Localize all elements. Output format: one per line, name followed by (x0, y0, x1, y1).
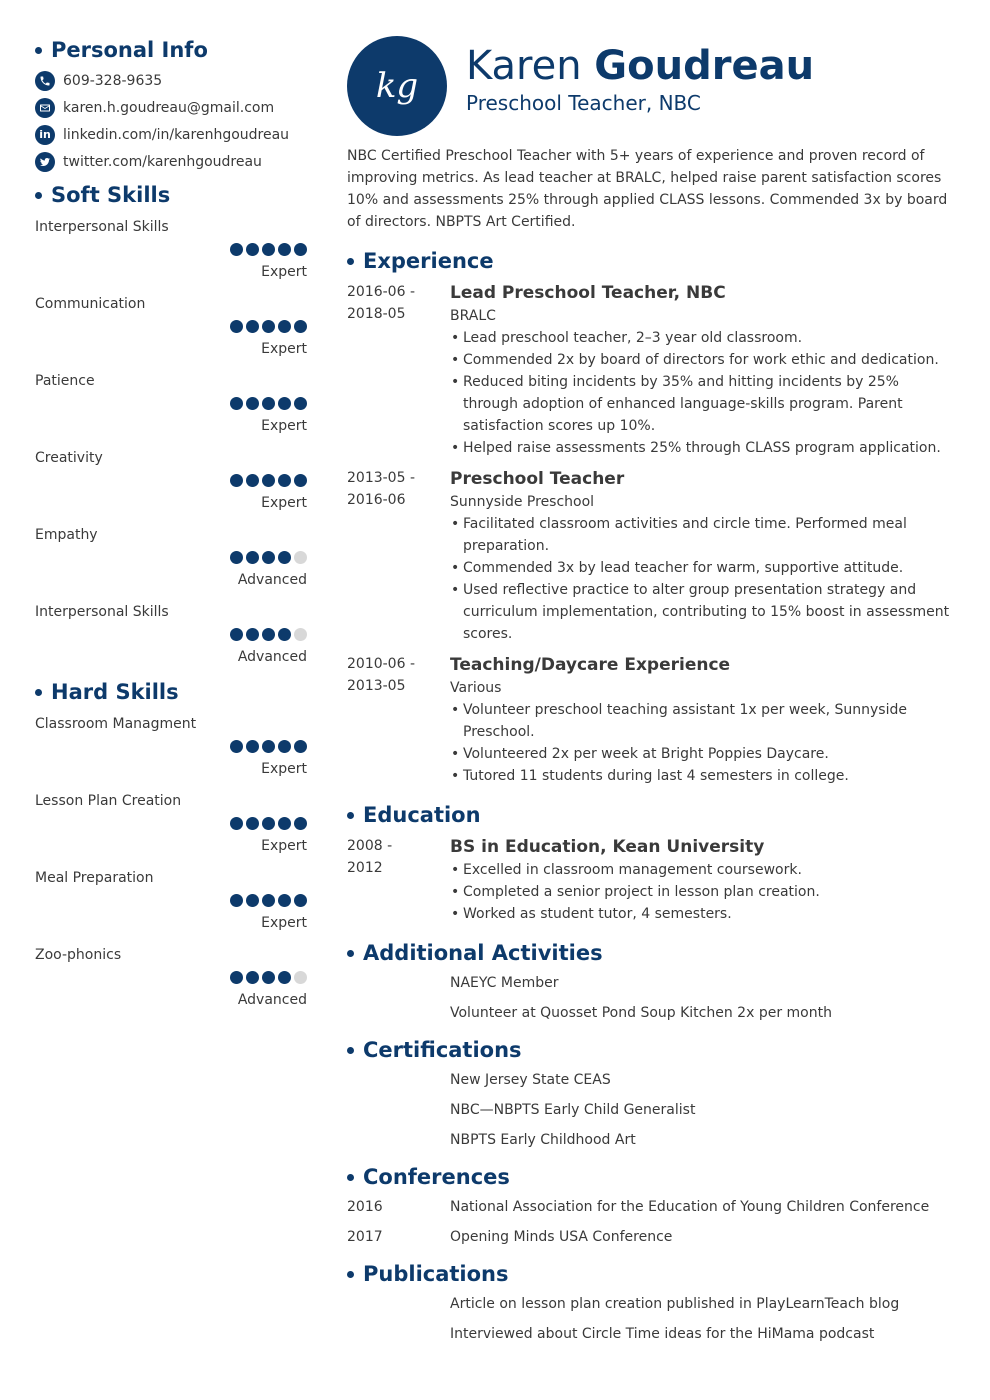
rating-dot (294, 397, 307, 410)
skill-item (35, 448, 307, 525)
item-date: 2016 (347, 1199, 383, 1215)
rating-dot (262, 551, 275, 564)
entry-title: Preschool Teacher (450, 469, 625, 489)
entry-body (450, 281, 957, 459)
rating-dot (230, 971, 243, 984)
item-text: Volunteer at Quosset Pond Soup Kitchen 2x per month (450, 1005, 832, 1021)
heading-text: Experience (363, 249, 494, 273)
rating-dot (262, 243, 275, 256)
email-text[interactable]: karen.h.goudreau@gmail.com (63, 99, 275, 116)
entry-body (450, 467, 957, 645)
rating-dot (230, 894, 243, 907)
soft-skills-list (35, 217, 307, 679)
item-date (347, 1289, 450, 1319)
rating-dot (278, 320, 291, 333)
rating-dot (262, 740, 275, 753)
skill-item (35, 294, 307, 371)
skill-level: Advanced (237, 649, 307, 665)
bullet-item: • Worked as student tutor, 4 semesters. (450, 903, 957, 925)
skill-name: Communication (35, 296, 146, 312)
skill-name: Interpersonal Skills (35, 219, 169, 235)
skill-item (35, 868, 307, 945)
heading-text: Additional Activities (363, 941, 603, 965)
linkedin-text[interactable]: linkedin.com/in/karenhgoudreau (63, 126, 290, 143)
bullet-dot (35, 689, 42, 696)
education-entry (347, 835, 957, 925)
rating-dot (246, 474, 259, 487)
skill-rating (230, 971, 307, 984)
heading-text: Personal Info (51, 38, 208, 62)
skill-level: Expert (261, 418, 307, 434)
rating-dot (230, 243, 243, 256)
activities-item (347, 968, 957, 998)
entry-body (450, 653, 957, 787)
bullet-list (450, 327, 957, 459)
rating-dot (294, 894, 307, 907)
bullet-item: • Reduced biting incidents by 35% and hitting incidents by 25% through adoption of enhanced language-skills program. Parent satisfaction scores up 10%. (450, 371, 957, 437)
entry-date (347, 281, 450, 459)
entry-organization: Various (450, 680, 502, 696)
rating-dot (246, 320, 259, 333)
entry-title: Lead Preschool Teacher, NBC (450, 283, 726, 303)
rating-dot (246, 397, 259, 410)
skill-rating (230, 628, 307, 641)
skill-rating (230, 243, 307, 256)
certifications-item (347, 1065, 957, 1095)
rating-dot (262, 397, 275, 410)
certifications-item (347, 1095, 957, 1125)
item-date (347, 1319, 450, 1349)
rating-dot (230, 320, 243, 333)
bullet-item: • Helped raise assessments 25% through CLASS program application. (450, 437, 957, 459)
item-date (347, 1125, 450, 1155)
skill-level: Expert (261, 341, 307, 357)
rating-dot (230, 628, 243, 641)
skill-name: Zoo-phonics (35, 947, 122, 963)
item-date (347, 1095, 450, 1125)
skill-item (35, 371, 307, 448)
bullet-item: • Volunteered 2x per week at Bright Poppies Daycare. (450, 743, 957, 765)
entry-date (347, 653, 450, 787)
bullet-list (450, 513, 957, 645)
conferences-item (347, 1222, 957, 1252)
date-end: 2018-05 (347, 306, 406, 322)
resume-header (347, 36, 957, 136)
twitter-icon (35, 152, 55, 172)
phone-text[interactable]: 609-328-9635 (63, 72, 163, 89)
last-name: Goudreau (594, 43, 815, 89)
experience-list (347, 281, 957, 787)
skill-level: Expert (261, 495, 307, 511)
bullet-item: • Lead preschool teacher, 2–3 year old classroom. (450, 327, 957, 349)
rating-dot (246, 971, 259, 984)
rating-dot (294, 740, 307, 753)
rating-dot (278, 817, 291, 830)
rating-dot (262, 320, 275, 333)
rating-dot (294, 320, 307, 333)
experience-entry (347, 281, 957, 459)
left-column (35, 36, 307, 1022)
bullet-dot (347, 812, 354, 819)
rating-dot (262, 894, 275, 907)
contact-email (35, 94, 307, 121)
first-name: Karen (466, 43, 582, 89)
skill-rating (230, 397, 307, 410)
bullet-item: • Excelled in classroom management coursework. (450, 859, 957, 881)
skill-level: Expert (261, 838, 307, 854)
item-text: National Association for the Education of Young Children Conference (450, 1199, 930, 1215)
personal-info-heading (35, 36, 307, 64)
rating-dot (246, 551, 259, 564)
skill-level: Advanced (237, 992, 307, 1008)
contact-phone (35, 67, 307, 94)
bullet-dot (347, 1174, 354, 1181)
date-end: 2013-05 (347, 678, 406, 694)
rating-dot (246, 894, 259, 907)
rating-dot (230, 474, 243, 487)
bullet-dot (347, 1047, 354, 1054)
item-date: 2017 (347, 1229, 383, 1245)
rating-dot (278, 628, 291, 641)
experience-entry (347, 467, 957, 645)
email-icon (35, 98, 55, 118)
rating-dot (230, 551, 243, 564)
bullet-item: • Commended 2x by board of directors for work ethic and dedication. (450, 349, 957, 371)
avatar-initials: kg (375, 66, 419, 106)
conferences-item (347, 1192, 957, 1222)
education-list (347, 835, 957, 925)
bullet-item: • Completed a senior project in lesson plan creation. (450, 881, 957, 903)
experience-heading (347, 247, 957, 275)
entry-title: Teaching/Daycare Experience (450, 655, 731, 675)
bullet-list (450, 859, 957, 925)
soft-skills-heading (35, 181, 307, 209)
date-start: 2016-06 - (347, 284, 415, 300)
item-text: NBC—NBPTS Early Child Generalist (450, 1102, 696, 1118)
rating-dot (262, 817, 275, 830)
bullet-list (450, 699, 957, 787)
heading-text: Education (363, 803, 481, 827)
item-date (347, 998, 450, 1028)
bullet-dot (347, 258, 354, 265)
rating-dot (278, 397, 291, 410)
date-end: 2012 (347, 860, 383, 876)
job-title: Preschool Teacher, NBC (466, 91, 701, 115)
item-text: NAEYC Member (450, 975, 559, 991)
full-name (466, 43, 814, 89)
bullet-item: • Tutored 11 students during last 4 semesters in college. (450, 765, 957, 787)
skill-rating (230, 320, 307, 333)
linkedin-icon: in (35, 125, 55, 145)
contact-list (35, 67, 307, 175)
activities-list (347, 968, 957, 1028)
skill-level: Expert (261, 915, 307, 931)
entry-date (347, 467, 450, 645)
contact-twitter (35, 148, 307, 175)
experience-entry (347, 653, 957, 787)
publications-heading (347, 1260, 957, 1288)
date-start: 2010-06 - (347, 656, 415, 672)
rating-dot (246, 628, 259, 641)
twitter-text[interactable]: twitter.com/karenhgoudreau (63, 153, 262, 170)
heading-text: Certifications (363, 1038, 522, 1062)
skill-item (35, 525, 307, 602)
rating-dot (278, 894, 291, 907)
skill-name: Lesson Plan Creation (35, 793, 182, 809)
skill-rating (230, 740, 307, 753)
rating-dot (278, 474, 291, 487)
hard-skills-heading (35, 678, 307, 706)
rating-dot (294, 474, 307, 487)
publications-item (347, 1319, 957, 1349)
skill-name: Interpersonal Skills (35, 604, 169, 620)
rating-dot (278, 243, 291, 256)
heading-text: Conferences (363, 1165, 510, 1189)
rating-dot (294, 628, 307, 641)
skill-name: Classroom Managment (35, 716, 197, 732)
publications-list (347, 1289, 957, 1349)
bullet-item: • Facilitated classroom activities and circle time. Performed meal preparation. (450, 513, 957, 557)
entry-organization: BRALC (450, 308, 496, 324)
conferences-heading (347, 1163, 957, 1191)
skill-level: Expert (261, 761, 307, 777)
skill-name: Patience (35, 373, 95, 389)
rating-dot (246, 740, 259, 753)
rating-dot (278, 971, 291, 984)
item-text: Article on lesson plan creation published in PlayLearnTeach blog (450, 1296, 900, 1312)
skill-rating (230, 551, 307, 564)
conferences-list (347, 1192, 957, 1252)
heading-text: Hard Skills (51, 680, 179, 704)
skill-name: Creativity (35, 450, 103, 466)
skill-rating (230, 894, 307, 907)
date-start: 2013-05 - (347, 470, 415, 486)
item-text: Opening Minds USA Conference (450, 1229, 673, 1245)
rating-dot (294, 817, 307, 830)
item-text: NBPTS Early Childhood Art (450, 1132, 636, 1148)
publications-item (347, 1289, 957, 1319)
heading-text: Publications (363, 1262, 509, 1286)
entry-organization: Sunnyside Preschool (450, 494, 595, 510)
skill-item (35, 791, 307, 868)
skill-name: Empathy (35, 527, 98, 543)
certifications-list (347, 1065, 957, 1155)
bullet-item: • Used reflective practice to alter group presentation strategy and curriculum implementation, contributing to 15% boost in assessment scores. (450, 579, 957, 645)
bullet-dot (347, 1271, 354, 1278)
skill-level: Advanced (237, 572, 307, 588)
avatar (347, 36, 447, 136)
skill-level: Expert (261, 264, 307, 280)
bullet-dot (35, 47, 42, 54)
skill-item (35, 217, 307, 294)
skill-name: Meal Preparation (35, 870, 154, 886)
rating-dot (262, 474, 275, 487)
rating-dot (230, 740, 243, 753)
summary-text: NBC Certified Preschool Teacher with 5+ years of experience and proven record of improving metrics. As lead teacher at BRALC, helped raise parent satisfaction scores 10% and assessments 25% through applied CLASS lessons. Commended 3x by board of directors. NBPTS Art Certified. (347, 148, 948, 230)
activities-item (347, 998, 957, 1028)
rating-dot (294, 971, 307, 984)
certifications-item (347, 1125, 957, 1155)
name-block (466, 43, 815, 115)
bullet-item: • Commended 3x by lead teacher for warm, supportive attitude. (450, 557, 957, 579)
entry-body (450, 835, 957, 925)
contact-linkedin (35, 121, 307, 148)
entry-date (347, 835, 450, 925)
right-column (347, 36, 957, 1349)
certifications-heading (347, 1036, 957, 1064)
rating-dot (246, 243, 259, 256)
phone-icon (35, 71, 55, 91)
skill-item (35, 602, 307, 679)
skill-rating (230, 474, 307, 487)
rating-dot (278, 551, 291, 564)
education-heading (347, 801, 957, 829)
rating-dot (294, 551, 307, 564)
skill-item (35, 945, 307, 1022)
item-date (347, 1065, 450, 1095)
rating-dot (246, 817, 259, 830)
rating-dot (262, 628, 275, 641)
bullet-item: • Volunteer preschool teaching assistant 1x per week, Sunnyside Preschool. (450, 699, 957, 743)
bullet-dot (347, 950, 354, 957)
skill-item (35, 714, 307, 791)
item-text: New Jersey State CEAS (450, 1072, 611, 1088)
rating-dot (230, 397, 243, 410)
entry-title: BS in Education, Kean University (450, 837, 765, 857)
rating-dot (294, 243, 307, 256)
bullet-dot (35, 192, 42, 199)
item-date (347, 968, 450, 998)
activities-heading (347, 939, 957, 967)
date-end: 2016-06 (347, 492, 406, 508)
date-start: 2008 - (347, 838, 393, 854)
skill-rating (230, 817, 307, 830)
rating-dot (230, 817, 243, 830)
item-text: Interviewed about Circle Time ideas for the HiMama podcast (450, 1326, 875, 1342)
rating-dot (262, 971, 275, 984)
rating-dot (278, 740, 291, 753)
heading-text: Soft Skills (51, 183, 171, 207)
hard-skills-list (35, 714, 307, 1022)
